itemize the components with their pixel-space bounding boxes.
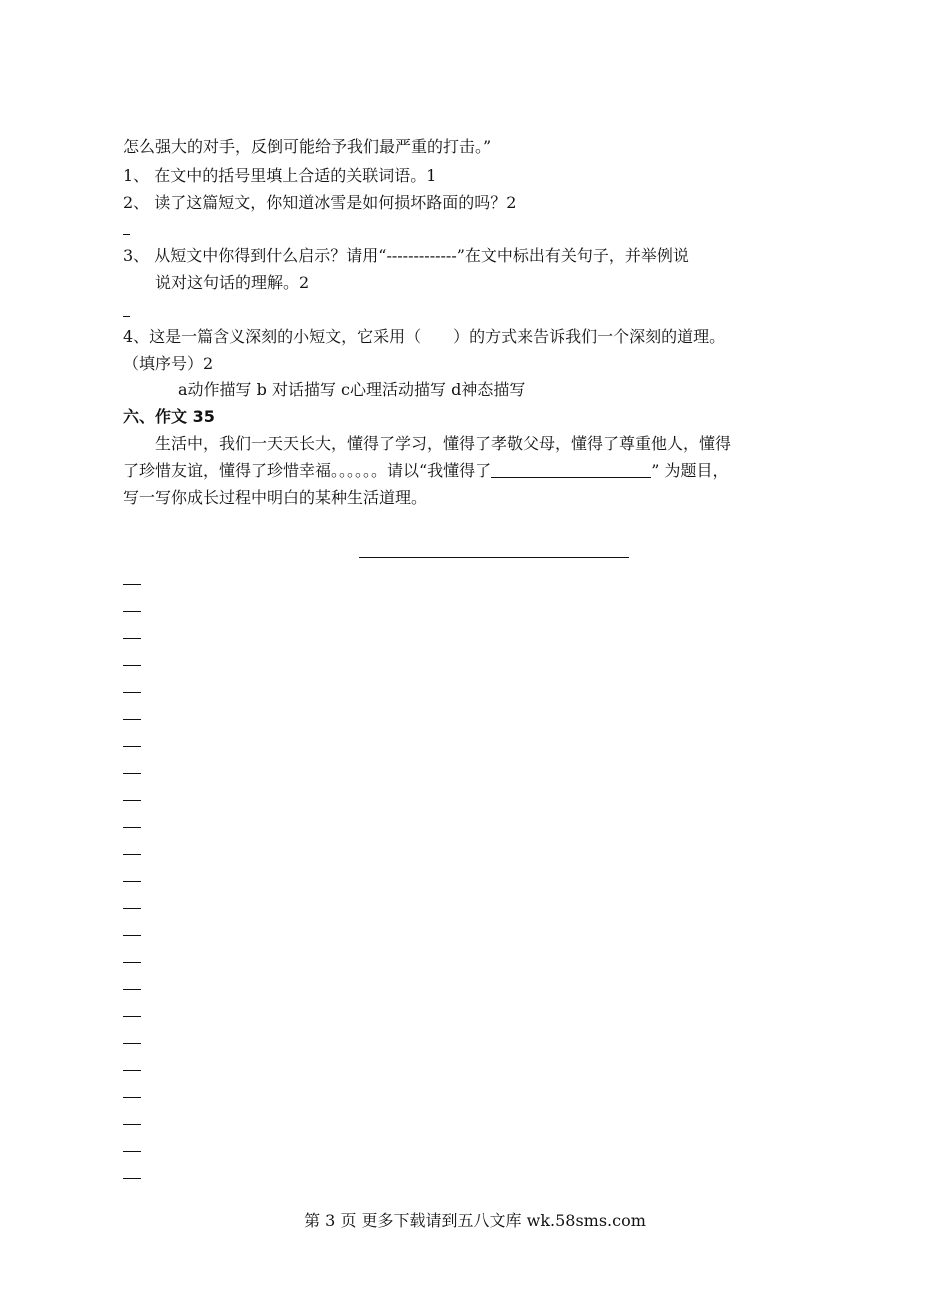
writing-line[interactable] xyxy=(123,881,141,882)
writing-line[interactable] xyxy=(123,1043,141,1044)
writing-line[interactable] xyxy=(123,827,141,828)
writing-line[interactable] xyxy=(123,692,141,693)
writing-line[interactable] xyxy=(123,800,141,801)
essay-prompt-line-2 xyxy=(123,460,728,482)
writing-line[interactable] xyxy=(123,719,141,720)
passage-end-line: 怎么强大的对手，反倒可能给予我们最严重的打击。” xyxy=(123,137,492,156)
question-4-line-1: 4、这是一篇含义深刻的小短文，它采用（ ）的方式来告诉我们一个深刻的道理。 xyxy=(123,327,726,346)
writing-line[interactable] xyxy=(123,908,141,909)
writing-line[interactable] xyxy=(123,989,141,990)
writing-line[interactable] xyxy=(123,1097,141,1098)
writing-line[interactable] xyxy=(123,1151,141,1152)
writing-line[interactable] xyxy=(123,1178,141,1179)
writing-line[interactable] xyxy=(123,1016,141,1017)
essay-prompt-line-2-start: 了珍惜友谊，懂得了珍惜幸福。。。。。。请以“我懂得了 xyxy=(123,461,492,480)
writing-line[interactable] xyxy=(123,638,141,639)
question-4-options: a动作描写 b 对话描写 c心理活动描写 d神态描写 xyxy=(178,380,526,399)
essay-prompt-line-2-end: ” 为题目， xyxy=(651,461,729,480)
writing-line[interactable] xyxy=(123,665,141,666)
writing-line[interactable] xyxy=(123,773,141,774)
page-footer: 第 3 页 更多下载请到五八文库 wk.58sms.com xyxy=(304,1211,646,1230)
writing-line[interactable] xyxy=(123,1070,141,1071)
answer-blank-2 xyxy=(123,234,130,235)
writing-line[interactable] xyxy=(123,1124,141,1125)
section-6-heading: 六、作文 35 xyxy=(123,407,215,426)
writing-line[interactable] xyxy=(123,611,141,612)
question-2: 2、 读了这篇短文，你知道冰雪是如何损坏路面的吗？2 xyxy=(123,193,517,212)
writing-line[interactable] xyxy=(123,584,141,585)
question-1: 1、 在文中的括号里填上合适的关联词语。1 xyxy=(123,166,437,185)
essay-prompt-line-1: 生活中，我们一天天长大，懂得了学习，懂得了孝敬父母，懂得了尊重他人，懂得 xyxy=(155,434,732,453)
writing-line[interactable] xyxy=(123,962,141,963)
question-3-line-2: 说对这句话的理解。2 xyxy=(155,273,310,292)
question-4-line-2: （填序号）2 xyxy=(123,354,214,373)
essay-prompt-line-3: 写一写你成长过程中明白的某种生活道理。 xyxy=(123,488,428,507)
writing-line[interactable] xyxy=(123,746,141,747)
writing-line[interactable] xyxy=(123,854,141,855)
title-fill-blank[interactable] xyxy=(491,461,651,478)
essay-title-line[interactable] xyxy=(359,557,629,558)
question-3-line-1: 3、 从短文中你得到什么启示？请用“-------------”在文中标出有关句子，并举例说 xyxy=(123,246,689,265)
writing-line[interactable] xyxy=(123,935,141,936)
answer-blank-3 xyxy=(123,316,130,317)
